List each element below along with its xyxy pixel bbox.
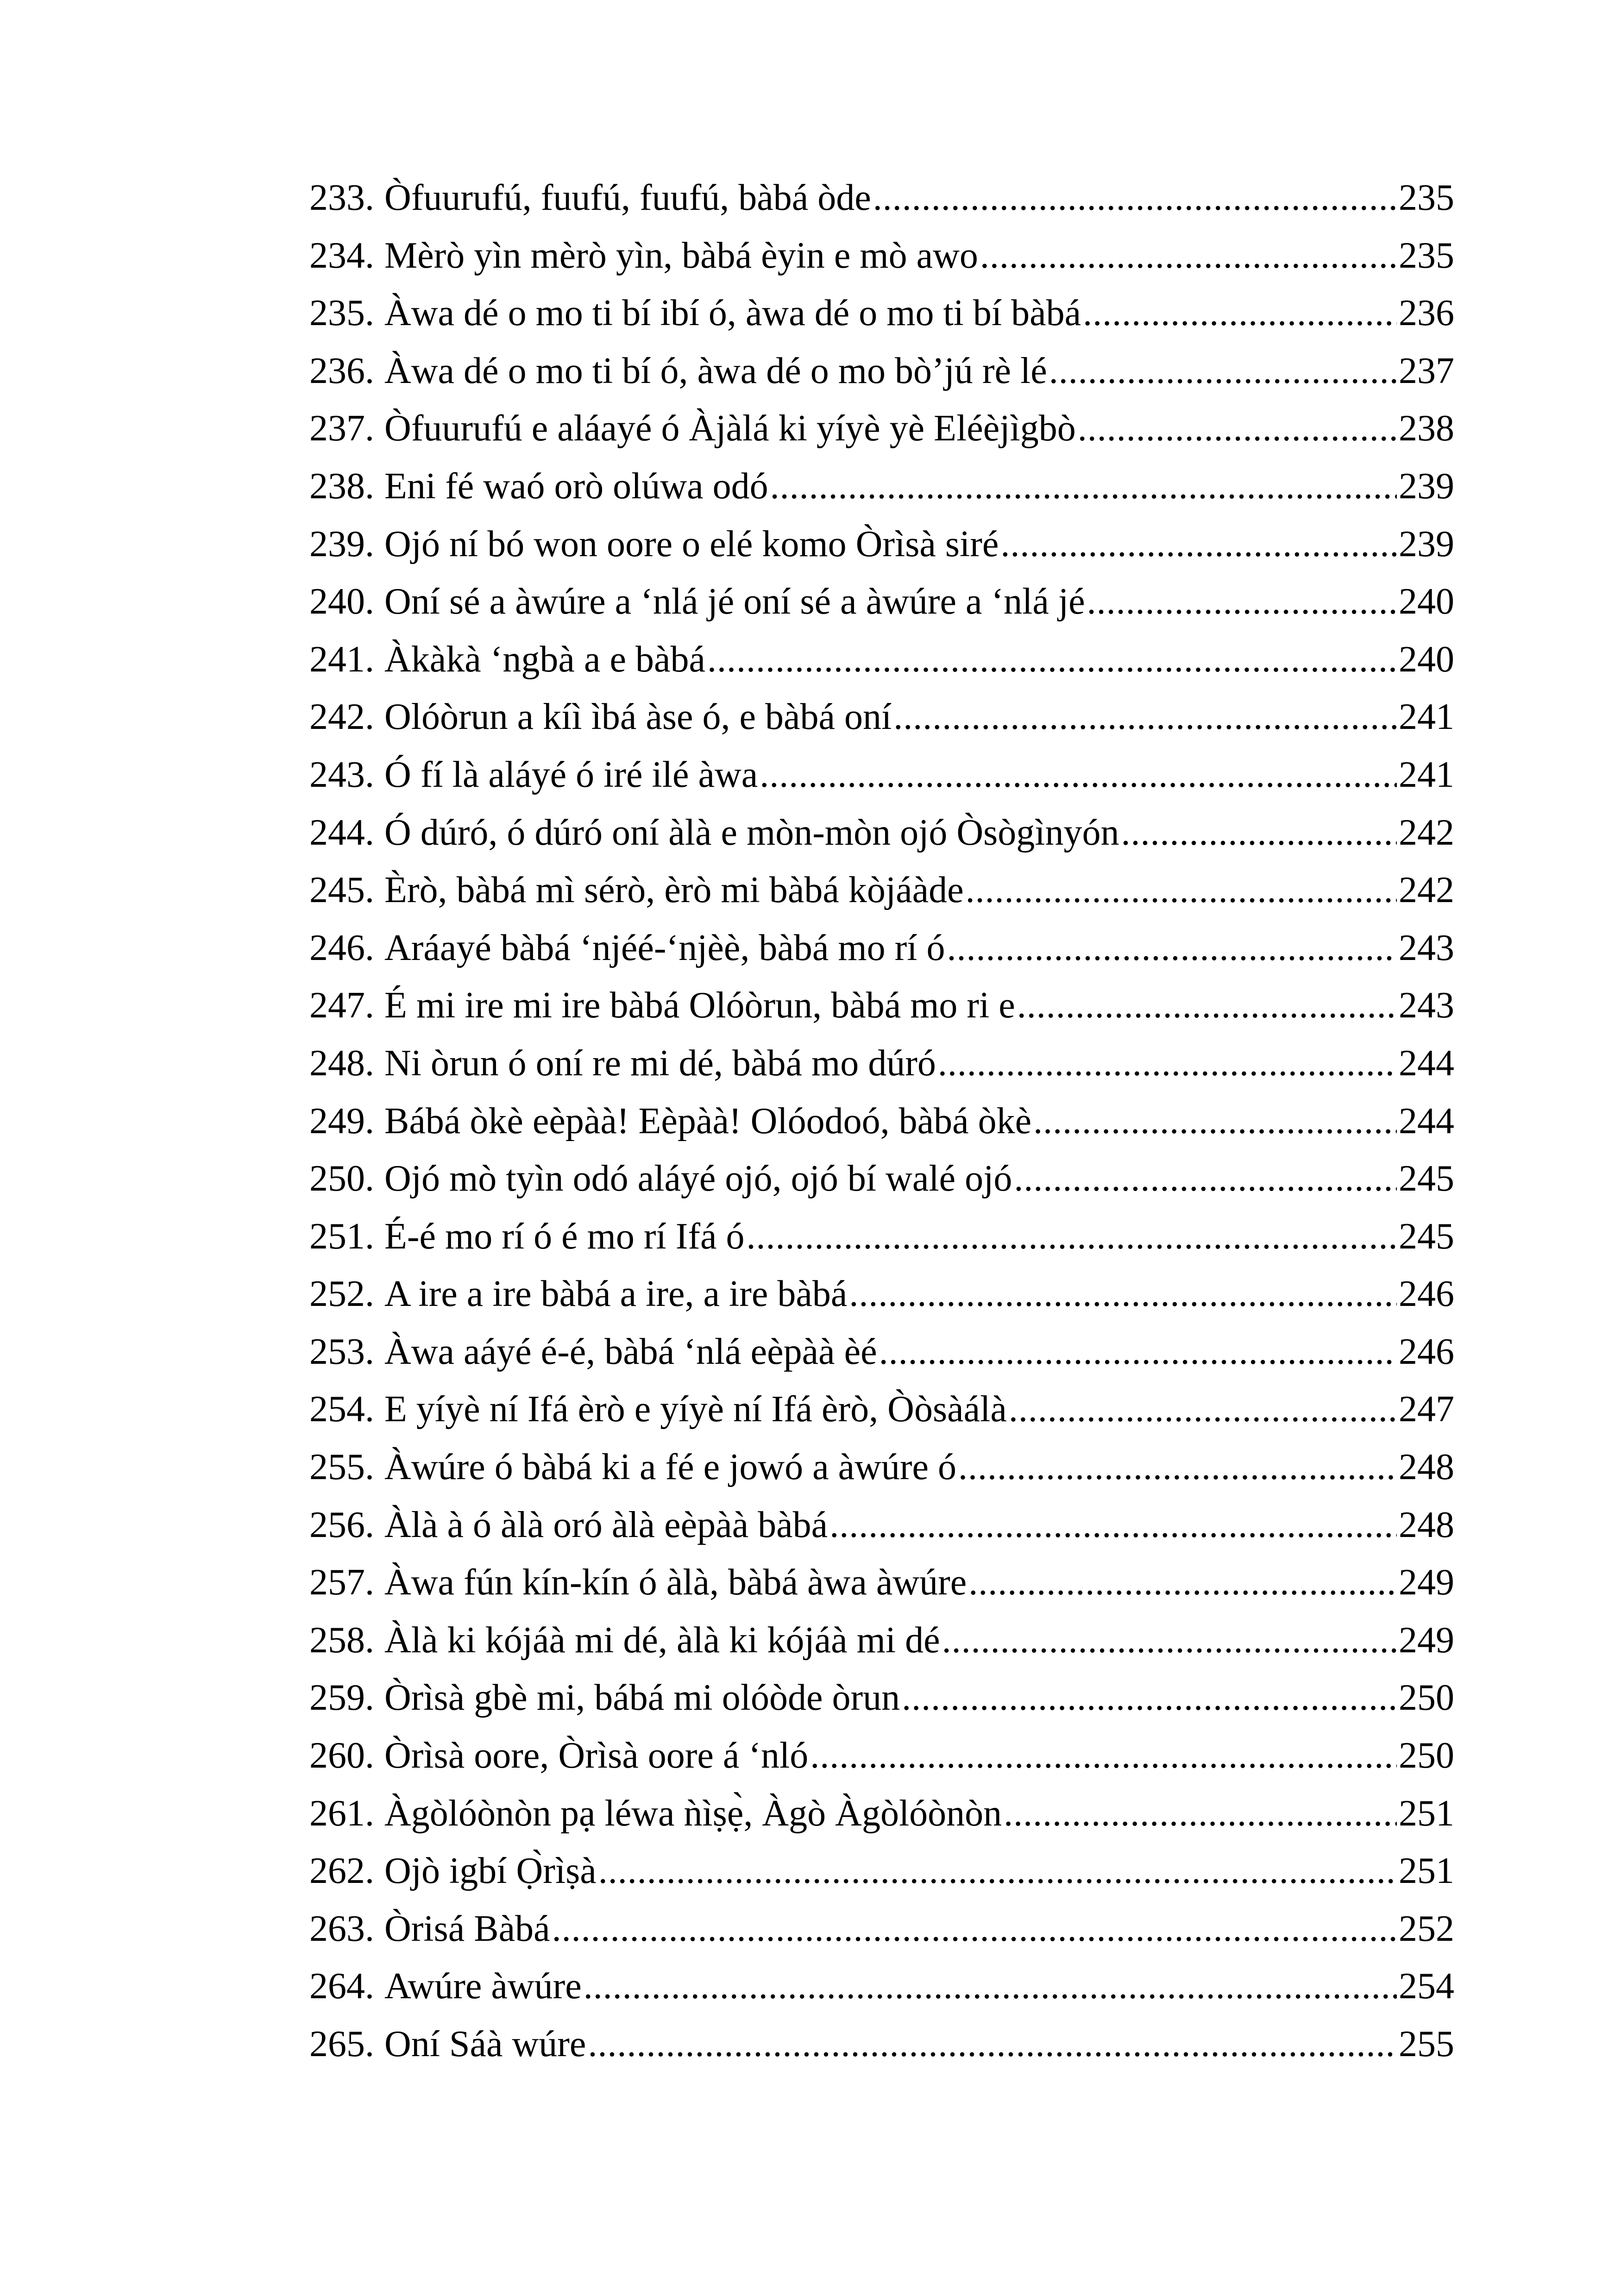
entry-title: Ojó ní bó won oore o elé komo Òrìsà siré xyxy=(384,523,999,565)
entry-number: 233. xyxy=(309,177,374,218)
entry-number: 238. xyxy=(309,465,374,507)
entry-title: Oní Sáà wúre xyxy=(384,2024,586,2064)
toc-entry[interactable] xyxy=(309,400,1454,458)
entry-page-number: 246 xyxy=(1399,1331,1454,1372)
dot-leader xyxy=(598,1842,1397,1900)
entry-number: 264. xyxy=(309,1966,374,2007)
entry-title: Àwa dé o mo ti bí ó, àwa dé o mo bò’jú rè lé xyxy=(384,350,1047,391)
toc-entry[interactable] xyxy=(309,1612,1454,1669)
toc-entry[interactable] xyxy=(309,861,1454,919)
entry-number: 249. xyxy=(309,1100,374,1142)
dot-leader xyxy=(893,688,1397,746)
dot-leader xyxy=(1009,1380,1397,1438)
entry-title: Bábá òkè eèpàà! Eèpàà! Olóodoó, bàbá òkè xyxy=(384,1100,1032,1142)
entry-page-number: 242 xyxy=(1399,812,1454,853)
entry-title: Oní sé a àwúre a ‘nlá jé oní sé a àwúre a ‘nlá jé xyxy=(384,581,1085,622)
toc-entry[interactable] xyxy=(309,1323,1454,1381)
entry-number: 245. xyxy=(309,870,374,911)
dot-leader xyxy=(1000,515,1397,573)
dot-leader xyxy=(1033,1092,1397,1150)
entry-page-number: 251 xyxy=(1399,1851,1454,1892)
entry-number: 263. xyxy=(309,1908,374,1949)
entry-title: Òrìsà oore, Òrìsà oore á ‘nló xyxy=(384,1735,809,1776)
dot-leader xyxy=(1049,342,1397,400)
toc-entry[interactable] xyxy=(309,631,1454,689)
dot-leader xyxy=(879,1323,1397,1381)
entry-page-number: 236 xyxy=(1399,293,1454,334)
entry-number: 257. xyxy=(309,1562,374,1603)
dot-leader xyxy=(1087,573,1397,631)
toc-entry[interactable] xyxy=(309,573,1454,631)
entry-title: Òfuurufú, fuufú, fuufú, bàbá òde xyxy=(384,177,871,218)
toc-entry[interactable] xyxy=(309,342,1454,400)
entry-number: 242. xyxy=(309,696,374,738)
entry-page-number: 255 xyxy=(1399,2024,1454,2064)
entry-title: Awúre àwúre xyxy=(384,1966,582,2007)
entry-page-number: 249 xyxy=(1399,1562,1454,1603)
entry-page-number: 252 xyxy=(1399,1908,1454,1949)
entry-title: Ni òrun ó oní re mi dé, bàbá mo dúró xyxy=(384,1042,936,1084)
toc-entry[interactable] xyxy=(309,1092,1454,1150)
entry-title: E yíyè ní Ifá èrò e yíyè ní Ifá èrò, Òòsàálà xyxy=(384,1389,1007,1430)
dot-leader xyxy=(938,1035,1397,1092)
entry-title: Àwúre ó bàbá ki a fé e jowó a àwúre ó xyxy=(384,1447,957,1488)
toc-entry[interactable] xyxy=(309,1727,1454,1785)
toc-entry[interactable] xyxy=(309,1265,1454,1323)
entry-page-number: 235 xyxy=(1399,177,1454,218)
entry-title: Òrisá Bàbá xyxy=(384,1908,550,1949)
toc-entry[interactable] xyxy=(309,169,1454,227)
entry-number: 261. xyxy=(309,1793,374,1834)
dot-leader xyxy=(588,2015,1397,2073)
dot-leader xyxy=(707,631,1397,689)
dot-leader xyxy=(968,1554,1397,1612)
entry-number: 248. xyxy=(309,1042,374,1084)
entry-number: 243. xyxy=(309,754,374,795)
dot-leader xyxy=(760,746,1397,804)
toc-entry[interactable] xyxy=(309,1900,1454,1958)
entry-number: 236. xyxy=(309,350,374,391)
dot-leader xyxy=(584,1957,1397,2015)
entry-number: 255. xyxy=(309,1447,374,1488)
entry-page-number: 243 xyxy=(1399,985,1454,1026)
entry-page-number: 242 xyxy=(1399,870,1454,911)
entry-page-number: 248 xyxy=(1399,1504,1454,1545)
toc-entry[interactable] xyxy=(309,515,1454,573)
entry-page-number: 239 xyxy=(1399,523,1454,565)
entry-title: Àwa dé o mo ti bí ibí ó, àwa dé o mo ti bí bàbá xyxy=(384,293,1081,334)
entry-page-number: 240 xyxy=(1399,639,1454,680)
dot-leader xyxy=(1004,1785,1397,1843)
toc-entry[interactable] xyxy=(309,1842,1454,1900)
dot-leader xyxy=(980,227,1397,285)
toc-entry[interactable] xyxy=(309,1380,1454,1438)
toc-entry[interactable] xyxy=(309,746,1454,804)
entry-page-number: 247 xyxy=(1399,1389,1454,1430)
toc-entry[interactable] xyxy=(309,977,1454,1035)
toc-entry[interactable] xyxy=(309,1035,1454,1092)
entry-title: Ó dúró, ó dúró oní àlà e mòn-mòn ojó Òsògìnyón xyxy=(384,812,1119,853)
entry-page-number: 249 xyxy=(1399,1619,1454,1661)
entry-title: Mèrò yìn mèrò yìn, bàbá èyin e mò awo xyxy=(384,235,978,276)
entry-number: 252. xyxy=(309,1273,374,1315)
entry-title: Àkàkà ‘ngbà a e bàbá xyxy=(384,639,705,680)
entry-number: 253. xyxy=(309,1331,374,1372)
entry-page-number: 245 xyxy=(1399,1216,1454,1257)
dot-leader xyxy=(1083,284,1397,342)
entry-number: 251. xyxy=(309,1216,374,1257)
entry-page-number: 241 xyxy=(1399,696,1454,738)
entry-title: Aráayé bàbá ‘njéé-‘njèè, bàbá mo rí ó xyxy=(384,927,945,968)
toc-entry[interactable] xyxy=(309,688,1454,746)
entry-number: 254. xyxy=(309,1389,374,1430)
entry-page-number: 244 xyxy=(1399,1042,1454,1084)
toc-entry[interactable] xyxy=(309,804,1454,862)
entry-title: Ojó mò tyìn odó aláyé ojó, ojó bí walé ojó xyxy=(384,1158,1012,1199)
entry-title: Àgòlóònòn pạ léwa ǹìṣẹ̀, Àgò Àgòlóònòn xyxy=(384,1793,1002,1834)
entry-page-number: 235 xyxy=(1399,235,1454,276)
entry-title: Ó fí là aláyé ó iré ilé àwa xyxy=(384,754,758,795)
entry-title: É mi ire mi ire bàbá Olóòrun, bàbá mo ri e xyxy=(384,985,1015,1026)
entry-title: A ire a ire bàbá a ire, a ire bàbá xyxy=(384,1273,848,1315)
toc-entry[interactable] xyxy=(309,1438,1454,1496)
toc-entry[interactable] xyxy=(309,1496,1454,1554)
entry-number: 237. xyxy=(309,408,374,449)
toc-entry[interactable] xyxy=(309,284,1454,342)
entry-page-number: 250 xyxy=(1399,1677,1454,1719)
toc-entry[interactable] xyxy=(309,1554,1454,1612)
dot-leader xyxy=(1121,804,1397,862)
entry-page-number: 240 xyxy=(1399,581,1454,622)
entry-page-number: 251 xyxy=(1399,1793,1454,1834)
dot-leader xyxy=(1017,977,1397,1035)
entry-title: Àwa aáyé é-é, bàbá ‘nlá eèpàà èé xyxy=(384,1331,877,1372)
entry-title: É-é mo rí ó é mo rí Ifá ó xyxy=(384,1216,745,1257)
entry-number: 235. xyxy=(309,293,374,334)
dot-leader xyxy=(810,1727,1397,1785)
entry-page-number: 248 xyxy=(1399,1447,1454,1488)
table-of-contents xyxy=(309,169,1454,2073)
toc-entry[interactable] xyxy=(309,1957,1454,2015)
entry-number: 250. xyxy=(309,1158,374,1199)
toc-entry[interactable] xyxy=(309,1208,1454,1266)
entry-number: 246. xyxy=(309,927,374,968)
entry-page-number: 245 xyxy=(1399,1158,1454,1199)
entry-number: 247. xyxy=(309,985,374,1026)
entry-number: 241. xyxy=(309,639,374,680)
entry-title: Eni fé waó orò olúwa odó xyxy=(384,465,768,507)
entry-title: Òfuurufú e aláayé ó Àjàlá ki yíyè yè Eléèjìgbò xyxy=(384,408,1076,449)
entry-number: 259. xyxy=(309,1677,374,1719)
entry-title: Òrìsà gbè mi, bábá mi olóòde òrun xyxy=(384,1677,900,1719)
toc-entry[interactable] xyxy=(309,1150,1454,1208)
dot-leader xyxy=(873,169,1397,227)
entry-title: Èrò, bàbá mì sérò, èrò mi bàbá kòjáàde xyxy=(384,870,964,911)
toc-entry[interactable] xyxy=(309,2015,1454,2073)
entry-title: Àlà à ó àlà oró àlà eèpàà bàbá xyxy=(384,1504,828,1545)
dot-leader xyxy=(902,1669,1397,1727)
entry-page-number: 239 xyxy=(1399,465,1454,507)
entry-page-number: 244 xyxy=(1399,1100,1454,1142)
entry-page-number: 254 xyxy=(1399,1966,1454,2007)
toc-entry[interactable] xyxy=(309,227,1454,285)
dot-leader xyxy=(1078,400,1397,458)
entry-title: Ojò igbí Ọ̀rìṣà xyxy=(384,1851,597,1892)
dot-leader xyxy=(947,919,1397,977)
toc-entry[interactable] xyxy=(309,1785,1454,1843)
dot-leader xyxy=(747,1208,1397,1266)
entry-page-number: 238 xyxy=(1399,408,1454,449)
toc-entry[interactable] xyxy=(309,458,1454,515)
entry-page-number: 246 xyxy=(1399,1273,1454,1315)
entry-number: 265. xyxy=(309,2024,374,2064)
entry-number: 239. xyxy=(309,523,374,565)
dot-leader xyxy=(958,1438,1397,1496)
dot-leader xyxy=(552,1900,1397,1958)
dot-leader xyxy=(942,1612,1397,1669)
entry-title: Olóòrun a kíì ìbá àse ó, e bàbá oní xyxy=(384,696,892,738)
entry-page-number: 237 xyxy=(1399,350,1454,391)
dot-leader xyxy=(849,1265,1397,1323)
entry-number: 234. xyxy=(309,235,374,276)
entry-page-number: 241 xyxy=(1399,754,1454,795)
entry-number: 240. xyxy=(309,581,374,622)
toc-entry[interactable] xyxy=(309,919,1454,977)
dot-leader xyxy=(966,861,1397,919)
entry-number: 244. xyxy=(309,812,374,853)
entry-number: 260. xyxy=(309,1735,374,1776)
entry-number: 256. xyxy=(309,1504,374,1545)
entry-number: 262. xyxy=(309,1851,374,1892)
entry-title: Àlà ki kójáà mi dé, àlà ki kójáà mi dé xyxy=(384,1619,940,1661)
dot-leader xyxy=(1014,1150,1397,1208)
toc-entry[interactable] xyxy=(309,1669,1454,1727)
entry-page-number: 250 xyxy=(1399,1735,1454,1776)
dot-leader xyxy=(770,458,1397,515)
dot-leader xyxy=(829,1496,1397,1554)
entry-title: Àwa fún kín-kín ó àlà, bàbá àwa àwúre xyxy=(384,1562,967,1603)
entry-number: 258. xyxy=(309,1619,374,1661)
entry-page-number: 243 xyxy=(1399,927,1454,968)
